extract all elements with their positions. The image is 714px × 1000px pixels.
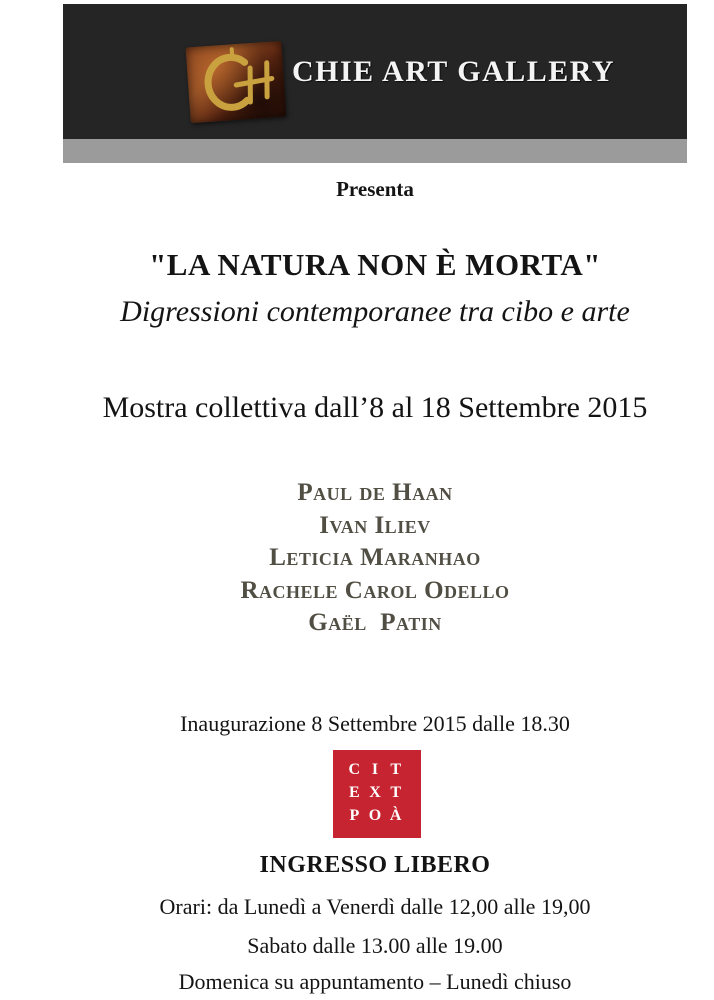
expo-letter: I [371,760,379,778]
header-banner [63,4,687,139]
presenta-label: Presenta [336,177,414,201]
hours-saturday: Sabato dalle 13.00 alle 19.00 [247,933,503,958]
gallery-name: CHIE ART GALLERY [292,54,616,88]
chie-monogram-icon [192,43,281,121]
inauguration-line: Inaugurazione 8 Settembre 2015 dalle 18.30 [180,711,570,736]
expo-letter: P [349,807,360,825]
artist-name: Gaël Patin [308,609,442,636]
hours-sunday-monday: Domenica su appuntamento – Lunedì chiuso [178,969,572,994]
expo-letter: X [369,783,381,801]
exhibition-dates: Mostra collettiva dall’8 al 18 Settembre 2015 [102,391,648,424]
artist-name: Ivan Iliev [319,511,431,539]
expo-letter: À [389,807,402,825]
hours-weekdays: Orari: da Lunedì a Venerdì dalle 12,00 alle 19,00 [159,894,591,919]
expo-in-citta-logo-icon [333,750,421,838]
artist-list [36,477,714,640]
gallery-logo-icon [185,41,286,124]
expo-letter: E [348,783,360,801]
artist-name: Paul de Haan [297,479,453,506]
expo-letter-grid [333,750,421,838]
artist-name: Rachele Carol Odello [240,576,510,604]
header-divider-bar [63,139,687,163]
exhibition-title: "LA NATURA NON È MORTA" [149,247,601,282]
artist-name: Leticia Maranhao [269,544,481,571]
exhibition-subtitle: Digressioni contemporanee tra cibo e arte [120,295,630,328]
free-entry-label: INGRESSO LIBERO [259,852,491,878]
expo-letter: T [390,760,401,778]
expo-letter: O [368,807,382,825]
expo-letter: T [390,783,401,801]
expo-letter: C [348,760,361,778]
